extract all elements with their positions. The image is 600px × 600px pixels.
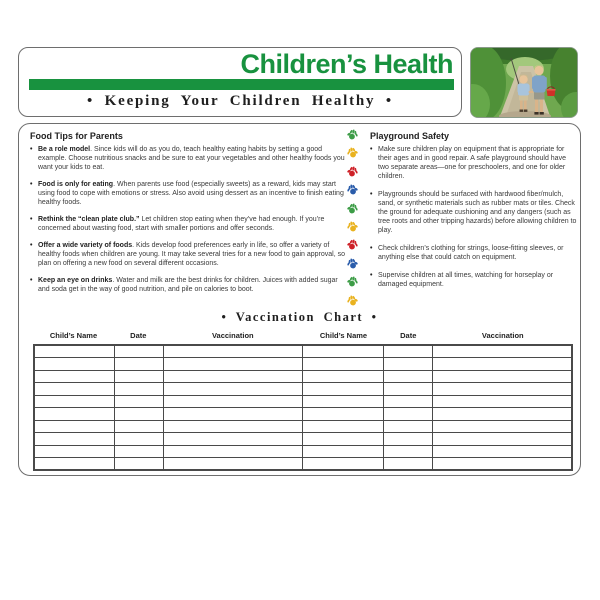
playground-safety-item: • Check children’s clothing for strings, loose-fitting sleeves, or anything else that could catch on equipment. <box>370 244 577 262</box>
handprint-icon-yellow <box>345 145 361 161</box>
vaccination-cell-empty <box>163 383 303 396</box>
vaccination-cell-empty <box>384 358 432 371</box>
food-tip-lead: Keep an eye on drinks <box>38 277 113 284</box>
vaccination-cell-empty <box>384 420 432 433</box>
vaccination-table-row <box>34 395 572 408</box>
vaccination-cell-empty <box>432 370 572 383</box>
children-walking-photo <box>470 47 578 118</box>
food-tip-text: . Water and milk are the best drinks for children. Juices with added sugar and soda get in the way of good nutrition, and pile on calories to boot. <box>38 277 338 293</box>
vaccination-cell-empty <box>163 395 303 408</box>
vaccination-cell-empty <box>303 345 384 358</box>
vaccination-cell-empty <box>163 408 303 421</box>
food-tip-lead: Rethink the “clean plate club.” <box>38 216 140 223</box>
food-tip-item <box>30 276 346 294</box>
content-box <box>18 123 581 476</box>
vaccination-cell-empty <box>115 408 163 421</box>
vaccination-cell-empty <box>303 458 384 471</box>
handprint-icon-green <box>345 127 361 143</box>
vaccination-cell-empty <box>163 458 303 471</box>
vaccination-chart-title: • Vaccination Chart • <box>221 310 378 324</box>
handprint-icon-blue <box>345 182 361 198</box>
handprint-icon-yellow <box>345 292 361 308</box>
vaccination-cell-empty <box>303 445 384 458</box>
vaccination-cell-empty <box>163 445 303 458</box>
vaccination-table-row <box>34 383 572 396</box>
vaccination-cell-empty <box>432 383 572 396</box>
food-tip-text: Let children stop eating when they’ve had enough. If you’re concerned about wasting food, start with smaller portions and offer seconds. <box>38 216 325 232</box>
playground-safety-section <box>370 131 577 298</box>
column-header: Date <box>130 331 147 340</box>
handprint-icon-red <box>345 237 361 253</box>
vaccination-cell-empty <box>303 383 384 396</box>
vaccination-cell-empty <box>34 395 115 408</box>
vaccination-cell-empty <box>115 370 163 383</box>
playground-safety-item: • Supervise children at all times, watching for horseplay or damaged equipment. <box>370 271 577 289</box>
vaccination-cell-empty <box>432 420 572 433</box>
food-tip-text: . Kids develop food preferences early in life, so offer a variety of healthy foods when children are young. It may take several tries for a new food to gain approval, so plan on offering a new food on several different occasions. <box>38 242 346 267</box>
vaccination-cell-empty <box>115 395 163 408</box>
vaccination-cell-empty <box>432 408 572 421</box>
vaccination-table-row <box>34 408 572 421</box>
vaccination-cell-empty <box>303 395 384 408</box>
playground-safety-item: • Make sure children play on equipment that is appropriate for their ages and in good repair. A safe playground should have two separate areas—one for preschoolers, and one for older children. <box>370 145 577 181</box>
vaccination-cell-empty <box>384 445 432 458</box>
vaccination-cell-empty <box>115 458 163 471</box>
vaccination-cell-empty <box>384 433 432 446</box>
vaccination-table-row <box>34 358 572 371</box>
vaccination-cell-empty <box>303 408 384 421</box>
handprint-icon-red <box>345 163 361 179</box>
food-tip-item <box>30 215 346 233</box>
vaccination-cell-empty <box>432 433 572 446</box>
photo-illustration <box>471 48 578 118</box>
vaccination-cell-empty <box>115 420 163 433</box>
vaccination-cell-empty <box>34 358 115 371</box>
food-tip-lead: Food is only for eating <box>38 181 114 188</box>
vaccination-cell-empty <box>384 345 432 358</box>
vaccination-cell-empty <box>163 370 303 383</box>
vaccination-cell-empty <box>384 408 432 421</box>
food-tip-text: . When parents use food (especially sweets) as a reward, kids may start using food to cope with emotions or stress. Also avoid using dessert as an incentive to finish eating healthy foods. <box>38 181 344 206</box>
vaccination-cell-empty <box>115 445 163 458</box>
vaccination-cell-empty <box>115 433 163 446</box>
page-title: Children’s Health <box>240 49 453 79</box>
vaccination-table-row <box>34 458 572 471</box>
vaccination-cell-empty <box>432 458 572 471</box>
vaccination-cell-empty <box>163 420 303 433</box>
vaccination-table-row <box>34 445 572 458</box>
food-tip-item <box>30 241 346 268</box>
vaccination-cell-empty <box>34 445 115 458</box>
column-header: Vaccination <box>211 331 254 340</box>
vaccination-cell-empty <box>384 395 432 408</box>
food-tips-heading: Food Tips for Parents <box>30 131 123 141</box>
playground-safety-heading: Playground Safety <box>370 131 450 141</box>
food-tip-item <box>30 145 346 172</box>
handprint-icon-blue <box>345 255 361 271</box>
handprint-icon-green <box>345 200 361 216</box>
vaccination-cell-empty <box>34 408 115 421</box>
food-tip-item <box>30 180 346 207</box>
vaccination-cell-empty <box>34 370 115 383</box>
vaccination-cell-empty <box>115 345 163 358</box>
vaccination-cell-empty <box>163 433 303 446</box>
vaccination-table-row <box>34 370 572 383</box>
food-tips-list <box>30 145 346 294</box>
page-subtitle: • Keeping Your Children Healthy • <box>87 93 393 109</box>
vaccination-cell-empty <box>384 458 432 471</box>
vaccination-cell-empty <box>34 458 115 471</box>
column-header: Child’s Name <box>319 331 368 340</box>
food-tips-section <box>30 131 346 302</box>
column-header: Vaccination <box>481 331 524 340</box>
food-tip-text: . Since kids will do as you do, teach healthy eating habits by setting a good example. Choose nutritious snacks and be sure to eat your vegetables and other healthy foods you want your kids to eat. <box>38 146 345 171</box>
vaccination-cell-empty <box>34 383 115 396</box>
handprint-column <box>346 128 362 312</box>
vaccination-cell-empty <box>163 358 303 371</box>
vaccination-cell-empty <box>432 395 572 408</box>
vaccination-table-row <box>34 420 572 433</box>
vaccination-cell-empty <box>432 358 572 371</box>
vaccination-chart-headers <box>33 331 573 340</box>
vaccination-table <box>33 344 573 471</box>
green-accent-bar <box>29 79 454 90</box>
vaccination-cell-empty <box>34 345 115 358</box>
vaccination-cell-empty <box>303 420 384 433</box>
food-tip-lead: Offer a wide variety of foods <box>38 242 133 249</box>
column-header: Date <box>400 331 417 340</box>
vaccination-cell-empty <box>34 420 115 433</box>
column-header: Child’s Name <box>49 331 98 340</box>
vaccination-cell-empty <box>303 370 384 383</box>
header-box <box>18 47 462 117</box>
vaccination-cell-empty <box>384 370 432 383</box>
playground-safety-item: • Playgrounds should be surfaced with hardwood fiber/mulch, sand, or synthetic materials such as rubber mats or tiles. Check the ground for adequate cushioning and any dangers (such as tree roots and other tripping hazards) before allowing children to play. <box>370 190 577 235</box>
vaccination-cell-empty <box>34 433 115 446</box>
handprint-icon-yellow <box>345 219 361 235</box>
vaccination-cell-empty <box>115 383 163 396</box>
vaccination-cell-empty <box>303 358 384 371</box>
vaccination-cell-empty <box>432 445 572 458</box>
vaccination-table-row <box>34 345 572 358</box>
vaccination-cell-empty <box>384 383 432 396</box>
vaccination-cell-empty <box>432 345 572 358</box>
handprint-icon-green <box>345 274 361 290</box>
food-tip-lead: Be a role model <box>38 146 91 153</box>
vaccination-cell-empty <box>115 358 163 371</box>
vaccination-cell-empty <box>303 433 384 446</box>
vaccination-cell-empty <box>163 345 303 358</box>
vaccination-table-row <box>34 433 572 446</box>
playground-safety-list <box>370 145 577 289</box>
